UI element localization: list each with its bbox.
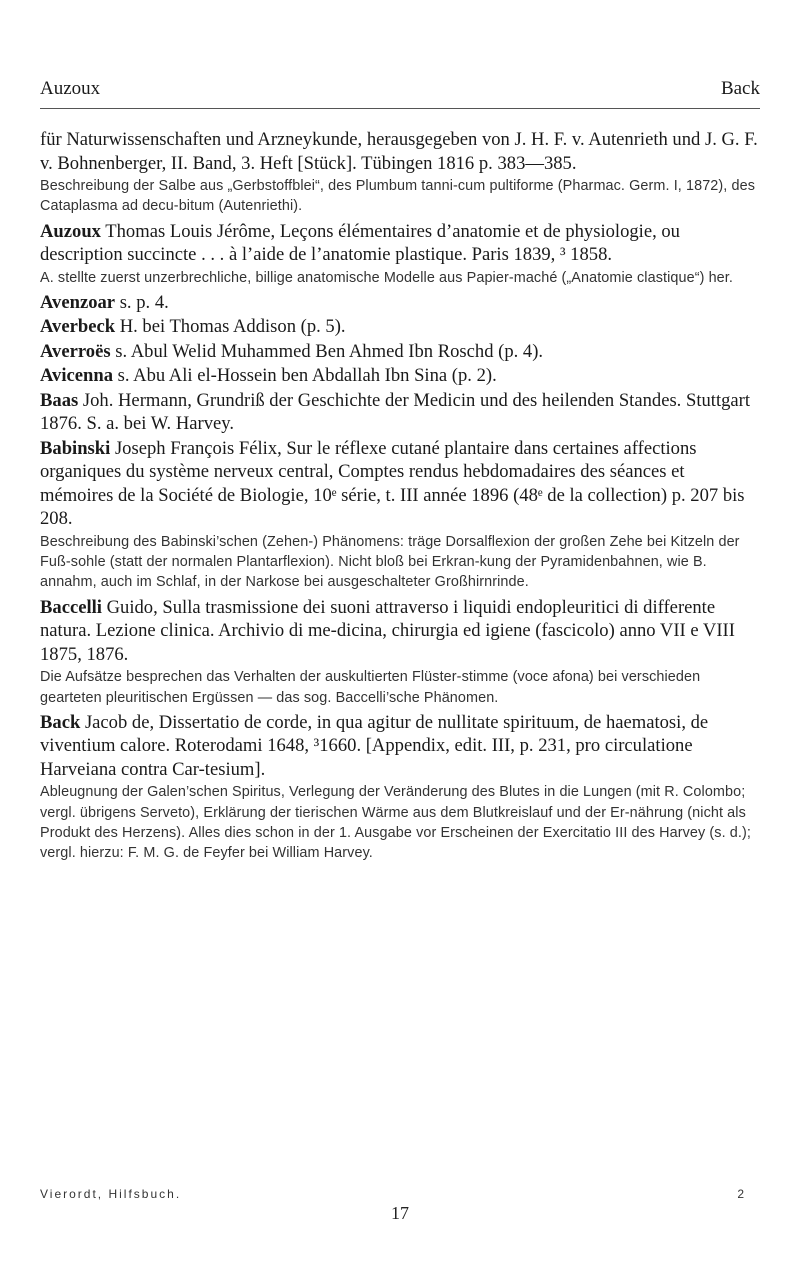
entry-note: Beschreibung der Salbe aus „Gerbstoffblei“, des Plumbum tanni-cum pultiforme (Pharmac. Germ. I, 1872), des Cataplasma ad decu-bitum (Autenriethi).	[40, 178, 755, 215]
entry-text: Jacob de, Dissertatio de corde, in qua agitur de nullitate spirituum, de haematosi, de viventium calore. Roterodami 1648, ³1660. [Appendix, edit. III, p. 231, pro circulatione Harveiana contra Car-tesium].	[40, 711, 709, 780]
running-head-right: Back	[720, 78, 760, 99]
entry-headword: Babinski	[40, 437, 111, 459]
entry-headword: Auzoux	[40, 220, 101, 242]
entry-note: Die Aufsätze besprechen das Verhalten der auskultierten Flüster-stimme (voce afona) bei verschieden gearteten pleuritischen Ergüssen — das sog. Baccelli’sche Phänomen.	[40, 669, 701, 706]
entry-text: H. bei Thomas Addison (p. 5).	[115, 316, 346, 338]
entry-text: Guido, Sulla trasmissione dei suoni attraverso i liquidi endopleuritici di differente natura. Lezione clinica. Archivio di me-dicina, chirurgia ed igiene (fascicolo) anno VII e VIII 1875, 1876.	[40, 596, 735, 665]
entry-headword: Avenzoar	[40, 291, 116, 313]
bibliography-entry	[40, 364, 758, 388]
bibliography-entry	[40, 220, 758, 267]
bibliography-entry	[40, 291, 758, 315]
entry-headword: Baas	[40, 389, 79, 411]
entry-text: Joh. Hermann, Grundriß der Geschichte der Medicin und des heilenden Standes. Stuttgart 1876. S. a. bei W. Harvey.	[40, 389, 751, 435]
bibliography-entry	[40, 596, 758, 667]
entry-headword: Averbeck	[40, 316, 116, 338]
entry-note: Ableugnung der Galen’schen Spiritus, Verlegung der Veränderung des Blutes in die Lungen (mit R. Colombo; vergl. übrigens Serveto), Erklärung der tierischen Wärme aus dem Blutkreislauf und der Er-nährung (nicht als Produkt des Herzens). Alles dies schon in der 1. Ausgabe vor Erscheinen der Exercitatio III des Harvey (s. d.); vergl. hierzu: F. M. G. de Feyfer bei William Harvey.	[40, 784, 751, 862]
running-head-left: Auzoux	[40, 78, 101, 99]
running-head	[40, 78, 760, 109]
entry-text: Thomas Louis Jérôme, Leçons élémentaires d’anatomie et de physiologie, ou description succincte . . . à l’aide de l’anatomie plastique. Paris 1839, ³ 1858.	[40, 220, 680, 266]
page-number: 17	[391, 1203, 409, 1223]
entry-note: A. stellte zuerst unzerbrechliche, billige anatomische Modelle aus Papier-maché („Anatomie clastique“) her.	[40, 269, 733, 286]
entry-text: s. Abu Ali el-Hossein ben Abdallah Ibn Sina (p. 2).	[113, 365, 497, 387]
entry-note: Beschreibung des Babinski’schen (Zehen-) Phänomens: träge Dorsalflexion der großen Zehe bei Kitzeln der Fuß-sohle (statt der normalen Plantarflexion). Nicht bloß bei Erkran-kung der Pyramidenbahnen, wie B. annahm, auch im Schlaf, in der Narkose bei ausgeschalteter Großhirnrinde.	[40, 533, 740, 591]
printer-signature: Vierordt, Hilfsbuch.	[40, 1187, 182, 1201]
entry-text: für Naturwissenschaften und Arzneykunde, herausgegeben von J. H. F. v. Autenrieth und J. G. F. v. Bohnenberger, II. Band, 3. Heft [Stück]. Tübingen 1816 p. 383—385.	[40, 129, 758, 174]
bibliography-entry	[40, 315, 758, 339]
signature-line	[40, 1187, 758, 1201]
entry-headword: Baccelli	[40, 596, 102, 618]
entry-headword: Avicenna	[40, 365, 113, 387]
entry-headword: Averroës	[40, 340, 111, 362]
entries-column	[40, 128, 758, 867]
bibliography-entry	[40, 389, 758, 436]
entry-text: s. Abul Welid Muhammed Ben Ahmed Ibn Roschd (p. 4).	[110, 340, 544, 362]
entry-text: s. p. 4.	[115, 291, 169, 313]
bibliography-entry	[40, 711, 758, 782]
bibliography-entry	[40, 128, 758, 175]
entry-headword: Back	[40, 711, 81, 733]
entry-text: Joseph François Félix, Sur le réflexe cutané plantaire dans certaines affections organiques du système nerveux central, Comptes rendus hebdomadaires des séances et mémoires de la Société de Biologie, 10ᵉ série, t. III année 1896 (48ᵉ de la collection) p. 207 bis 208.	[40, 437, 745, 530]
bibliography-entry	[40, 340, 758, 364]
bibliography-entry	[40, 437, 758, 531]
signature-mark: 2	[737, 1187, 744, 1201]
